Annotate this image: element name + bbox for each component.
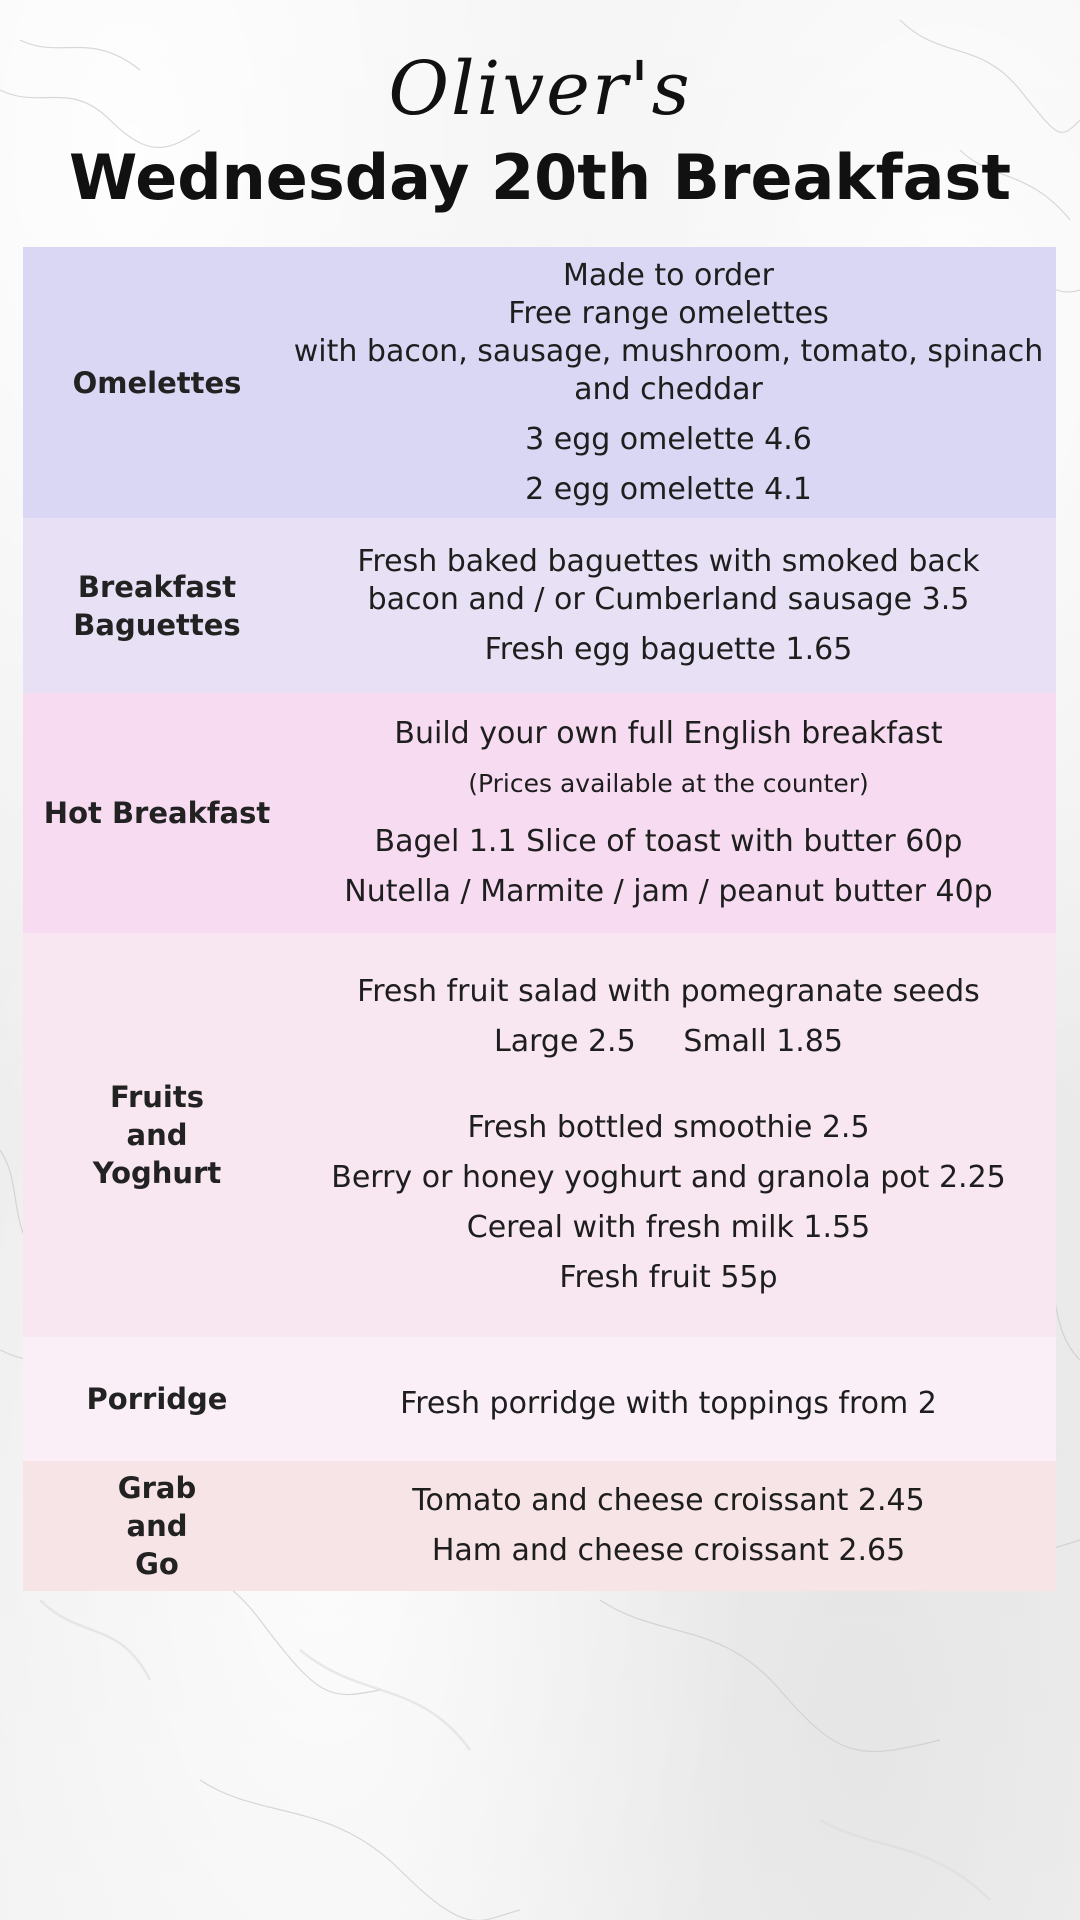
menu-item: Tomato and cheese croissant 2.45	[412, 1483, 925, 1518]
section-omelettes	[23, 247, 1056, 518]
section-items-porridge	[291, 1337, 1056, 1461]
menu-item: Build your own full English breakfast	[394, 716, 943, 751]
section-items-breakfast-baguettes	[291, 518, 1056, 693]
menu-item: Large 2.5 Small 1.85	[494, 1024, 843, 1059]
section-porridge	[23, 1337, 1056, 1461]
menu-item: Fresh fruit salad with pomegranate seeds	[357, 974, 980, 1009]
section-label-fruits-and-yoghurt: Fruits and Yoghurt	[92, 1080, 222, 1190]
menu-item: Nutella / Marmite / jam / peanut butter 40p	[344, 874, 993, 909]
menu-item: Fresh baked baguettes with smoked back bacon and / or Cumberland sausage 3.5	[357, 543, 980, 617]
section-fruits-and-yoghurt	[23, 933, 1056, 1337]
menu-item: Made to order	[563, 257, 774, 293]
menu-item: Fresh porridge with toppings from 2	[400, 1386, 937, 1421]
menu-item: 2 egg omelette 4.1	[525, 471, 812, 507]
section-label-breakfast-baguettes: Breakfast Baguettes	[73, 569, 241, 642]
section-grab-and-go	[23, 1461, 1056, 1591]
menu-item: Fresh egg baguette 1.65	[484, 631, 853, 667]
menu-item: (Prices available at the counter)	[468, 769, 869, 798]
menu-table	[23, 247, 1056, 1591]
section-label-hot-breakfast: Hot Breakfast	[43, 796, 271, 830]
section-breakfast-baguettes	[23, 518, 1056, 693]
section-label-grab-and-go: Grab and Go	[117, 1471, 197, 1581]
section-label-porridge: Porridge	[86, 1382, 228, 1416]
section-items-grab-and-go	[291, 1461, 1056, 1591]
menu-item: Fresh fruit 55p	[559, 1260, 778, 1295]
menu-item: Ham and cheese croissant 2.65	[431, 1533, 906, 1568]
section-items-omelettes	[291, 247, 1056, 518]
menu-item: with bacon, sausage, mushroom, tomato, spinach and cheddar	[293, 333, 1044, 407]
page-title: Wednesday 20th Breakfast	[69, 141, 1011, 214]
section-items-fruits-and-yoghurt	[291, 933, 1056, 1337]
brand-name: Oliver's	[388, 46, 692, 132]
section-label-omelettes: Omelettes	[72, 365, 242, 400]
menu-item: 3 egg omelette 4.6	[525, 421, 812, 457]
menu-item: Fresh bottled smoothie 2.5	[467, 1110, 870, 1145]
menu-item: Free range omelettes	[508, 295, 829, 331]
menu-item: Cereal with fresh milk 1.55	[466, 1210, 871, 1245]
section-hot-breakfast	[23, 693, 1056, 933]
menu-item: Bagel 1.1 Slice of toast with butter 60p	[374, 824, 963, 859]
section-items-hot-breakfast	[291, 693, 1056, 933]
menu-item: Berry or honey yoghurt and granola pot 2.25	[331, 1160, 1006, 1195]
